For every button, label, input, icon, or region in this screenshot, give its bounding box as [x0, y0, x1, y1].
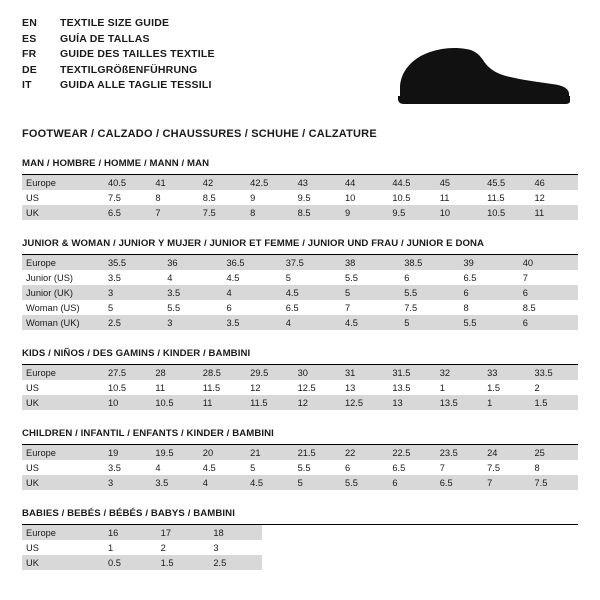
size-cell: 42 [199, 175, 246, 190]
size-cell: 5.5 [297, 462, 311, 473]
row-label: UK [22, 395, 104, 410]
table-row [22, 525, 262, 540]
size-cell: 9.5 [297, 192, 311, 203]
size-cell: 2 [534, 382, 540, 393]
size-cell: 32 [436, 365, 483, 380]
size-cell: 20 [199, 445, 246, 460]
row-label: Junior (US) [26, 272, 74, 283]
size-cell: 11.5 [487, 192, 505, 203]
size-cell: 31.5 [388, 365, 435, 380]
size-cell: 3.5 [151, 475, 198, 490]
size-block-man [22, 158, 578, 220]
size-table [22, 255, 578, 330]
row-label: Europe [22, 255, 104, 270]
table-row [22, 365, 578, 380]
size-cell: 19 [104, 445, 151, 460]
size-cell: 33 [483, 365, 530, 380]
size-cell: 1 [108, 542, 114, 553]
size-cell: 4.5 [282, 285, 341, 300]
size-cell: 44.5 [388, 175, 435, 190]
size-cell: 10 [344, 192, 356, 203]
size-block-kids [22, 348, 578, 410]
size-cell: 18 [209, 525, 262, 540]
table-row [22, 555, 262, 570]
size-cell: 5 [108, 302, 114, 313]
size-cell: 4 [167, 272, 173, 283]
size-cell: 6 [460, 285, 519, 300]
size-cell: 1.5 [487, 382, 501, 393]
size-cell: 16 [104, 525, 157, 540]
block-heading: JUNIOR & WOMAN / JUNIOR Y MUJER / JUNIOR ET FEMME / JUNIOR UND FRAU / JUNIOR E DONA [22, 238, 578, 255]
size-cell: 38 [341, 255, 400, 270]
block-heading: MAN / HOMBRE / HOMME / MANN / MAN [22, 158, 578, 175]
row-label: US [26, 542, 39, 553]
language-row [22, 78, 215, 94]
language-title: TEXTILE SIZE GUIDE [60, 17, 170, 29]
category-title: FOOTWEAR / CALZADO / CHAUSSURES / SCHUHE / CALZATURE [22, 128, 377, 140]
document-header [22, 16, 578, 112]
size-cell: 4 [199, 475, 246, 490]
size-cell: 3 [104, 285, 163, 300]
size-cell: 40 [519, 255, 578, 270]
size-cell: 5.5 [460, 315, 519, 330]
size-cell: 2 [160, 542, 166, 553]
size-cell: 12 [534, 192, 545, 203]
table-row [22, 175, 578, 190]
size-cell: 8 [155, 192, 161, 203]
size-table-body [22, 525, 262, 570]
table-row [22, 270, 578, 285]
table-row [22, 190, 578, 205]
size-cell: 7.5 [531, 475, 578, 490]
size-cell: 43 [294, 175, 341, 190]
table-row [22, 395, 578, 410]
size-cell: 4 [282, 315, 341, 330]
size-cell: 35.5 [104, 255, 163, 270]
size-cell: 22.5 [388, 445, 435, 460]
size-cell: 4 [155, 462, 161, 473]
size-cell: 1.5 [531, 395, 578, 410]
size-cell: 38.5 [400, 255, 459, 270]
language-row [22, 32, 215, 48]
size-cell: 7 [522, 272, 528, 283]
size-cell: 5.5 [167, 302, 181, 313]
size-cell: 3.5 [108, 462, 121, 473]
size-cell: 11 [155, 382, 166, 393]
size-cell: 12 [250, 382, 261, 393]
size-cell: 8 [246, 205, 293, 220]
size-cell: 6.5 [392, 462, 406, 473]
size-cell: 10.5 [392, 192, 411, 203]
table-row [22, 255, 578, 270]
table-row [22, 460, 578, 475]
size-cell: 6 [388, 475, 435, 490]
size-cell: 3.5 [223, 315, 282, 330]
size-cell: 2.5 [104, 315, 163, 330]
language-code: FR [22, 48, 37, 60]
size-cell: 7.5 [199, 205, 246, 220]
size-cell: 10.5 [151, 395, 198, 410]
size-cell: 0.5 [104, 555, 157, 570]
row-label: Europe [22, 175, 104, 190]
size-table [22, 445, 578, 490]
size-cell: 5 [250, 462, 256, 473]
row-label: US [26, 382, 39, 393]
size-cell: 37.5 [282, 255, 341, 270]
size-cell: 6.5 [436, 475, 483, 490]
size-cell: 8.5 [202, 192, 216, 203]
size-cell: 3.5 [108, 272, 121, 283]
size-cell: 36.5 [223, 255, 282, 270]
size-cell: 24 [483, 445, 530, 460]
size-cell: 2.5 [209, 555, 262, 570]
table-row [22, 380, 578, 395]
row-label: Junior (UK) [22, 285, 104, 300]
size-block-children [22, 428, 578, 490]
size-cell: 10.5 [483, 205, 530, 220]
size-cell: 44 [341, 175, 388, 190]
language-row [22, 47, 215, 63]
table-row [22, 445, 578, 460]
table-row [22, 205, 578, 220]
size-cell: 28.5 [199, 365, 246, 380]
size-cell: 42.5 [246, 175, 293, 190]
size-cell: 6 [404, 272, 410, 283]
size-cell: 11 [199, 395, 246, 410]
size-cell: 21 [246, 445, 293, 460]
size-cell: 4 [223, 285, 282, 300]
size-cell: 8.5 [522, 302, 536, 313]
size-cell: 31 [341, 365, 388, 380]
language-code: DE [22, 63, 37, 76]
row-label: Europe [22, 365, 104, 380]
size-cell: 3 [163, 315, 222, 330]
size-cell: 8 [534, 462, 540, 473]
size-cell: 6 [226, 302, 232, 313]
size-block-junior-woman [22, 238, 578, 330]
block-heading: CHILDREN / INFANTIL / ENFANTS / KINDER / BAMBINI [22, 428, 578, 445]
size-cell: 25 [531, 445, 578, 460]
size-cell: 27.5 [104, 365, 151, 380]
size-cell: 5 [285, 272, 291, 283]
size-cell: 9.5 [388, 205, 435, 220]
language-row [22, 63, 215, 79]
size-cell: 5.5 [400, 285, 459, 300]
size-cell: 9 [341, 205, 388, 220]
row-label: UK [22, 205, 104, 220]
size-cell: 21.5 [294, 445, 341, 460]
size-cell: 3 [213, 542, 219, 553]
size-cell: 46 [531, 175, 578, 190]
size-cell: 39 [460, 255, 519, 270]
size-cell: 6.5 [463, 272, 477, 283]
size-cell: 13.5 [392, 382, 411, 393]
size-cell: 45.5 [483, 175, 530, 190]
size-block-babies [22, 508, 578, 570]
size-table [22, 525, 262, 570]
size-cell: 7.5 [404, 302, 418, 313]
size-cell: 1 [439, 382, 445, 393]
size-cell: 13.5 [436, 395, 483, 410]
size-cell: 13 [388, 395, 435, 410]
row-label: UK [22, 475, 104, 490]
language-title-list [22, 16, 215, 94]
size-cell: 6 [519, 285, 578, 300]
language-code: IT [22, 79, 32, 91]
size-cell: 1.5 [157, 555, 210, 570]
language-title: TEXTILGRÖßENFÜHRUNG [60, 63, 198, 76]
size-cell: 5 [400, 315, 459, 330]
size-cell: 33.5 [531, 365, 578, 380]
size-cell: 3 [104, 475, 151, 490]
block-heading: KIDS / NIÑOS / DES GAMINS / KINDER / BAMBINI [22, 348, 578, 365]
size-cell: 23.5 [436, 445, 483, 460]
size-table-body [22, 365, 578, 410]
size-table [22, 365, 578, 410]
size-cell: 45 [436, 175, 483, 190]
size-cell: 6 [519, 315, 578, 330]
size-cell: 4.5 [341, 315, 400, 330]
size-cell: 7 [483, 475, 530, 490]
table-row [22, 475, 578, 490]
language-title: GUIDA ALLE TAGLIE TESSILI [60, 79, 212, 91]
size-cell: 28 [151, 365, 198, 380]
size-cell: 7 [439, 462, 445, 473]
size-table-body [22, 255, 578, 330]
table-row [22, 540, 262, 555]
size-table [22, 175, 578, 220]
size-cell: 6.5 [104, 205, 151, 220]
size-cell: 5 [341, 285, 400, 300]
size-cell: 8 [463, 302, 469, 313]
size-cell: 4.5 [226, 272, 240, 283]
size-cell: 40.5 [104, 175, 151, 190]
language-title: GUÍA DE TALLAS [60, 32, 150, 45]
size-cell: 10 [104, 395, 151, 410]
table-row [22, 285, 578, 300]
language-title-list-body [22, 16, 215, 94]
size-cell: 11.5 [246, 395, 293, 410]
size-cell: 7 [151, 205, 198, 220]
size-cell: 5.5 [341, 475, 388, 490]
size-cell: 36 [163, 255, 222, 270]
row-label: Europe [22, 525, 104, 540]
size-cell: 22 [341, 445, 388, 460]
size-cell: 13 [344, 382, 356, 393]
size-table-body [22, 445, 578, 490]
size-cell: 17 [157, 525, 210, 540]
row-label: US [26, 462, 39, 473]
size-cell: 41 [151, 175, 198, 190]
language-code: ES [22, 32, 37, 45]
size-cell: 11 [439, 192, 450, 203]
size-cell: 29.5 [246, 365, 293, 380]
size-cell: 12.5 [341, 395, 388, 410]
size-cell: 8.5 [294, 205, 341, 220]
size-cell: 7.5 [108, 192, 121, 203]
size-cell: 6 [344, 462, 351, 473]
size-cell: 30 [294, 365, 341, 380]
size-cell: 12.5 [297, 382, 316, 393]
size-table-body [22, 175, 578, 220]
block-heading: BABIES / BEBÉS / BÉBÉS / BABYS / BAMBINI [22, 508, 578, 525]
size-cell: 4.5 [202, 462, 216, 473]
size-cell: 11.5 [202, 382, 221, 393]
size-cell: 11 [531, 205, 578, 220]
size-cell: 7.5 [487, 462, 501, 473]
size-cell: 4.5 [246, 475, 293, 490]
size-cell: 10 [436, 205, 483, 220]
table-row [22, 300, 578, 315]
size-cell: 12 [294, 395, 341, 410]
size-cell: 5.5 [345, 272, 358, 283]
size-cell: 9 [250, 192, 256, 203]
size-cell: 1 [483, 395, 530, 410]
row-label: UK [22, 555, 104, 570]
language-title: GUIDE DES TAILLES TEXTILE [60, 48, 215, 60]
row-label: Woman (UK) [22, 315, 104, 330]
size-cell: 3.5 [163, 285, 222, 300]
table-row [22, 315, 578, 330]
row-label: Woman (US) [26, 302, 80, 313]
row-label: Europe [22, 445, 104, 460]
row-label: US [26, 192, 39, 203]
size-cell: 5 [294, 475, 341, 490]
language-row [22, 16, 215, 32]
language-code: EN [22, 17, 37, 29]
size-cell: 10.5 [108, 382, 127, 393]
size-cell: 6.5 [285, 302, 299, 313]
size-cell: 7 [345, 302, 351, 313]
dress-shoe-icon [382, 32, 572, 110]
size-cell: 19.5 [151, 445, 198, 460]
